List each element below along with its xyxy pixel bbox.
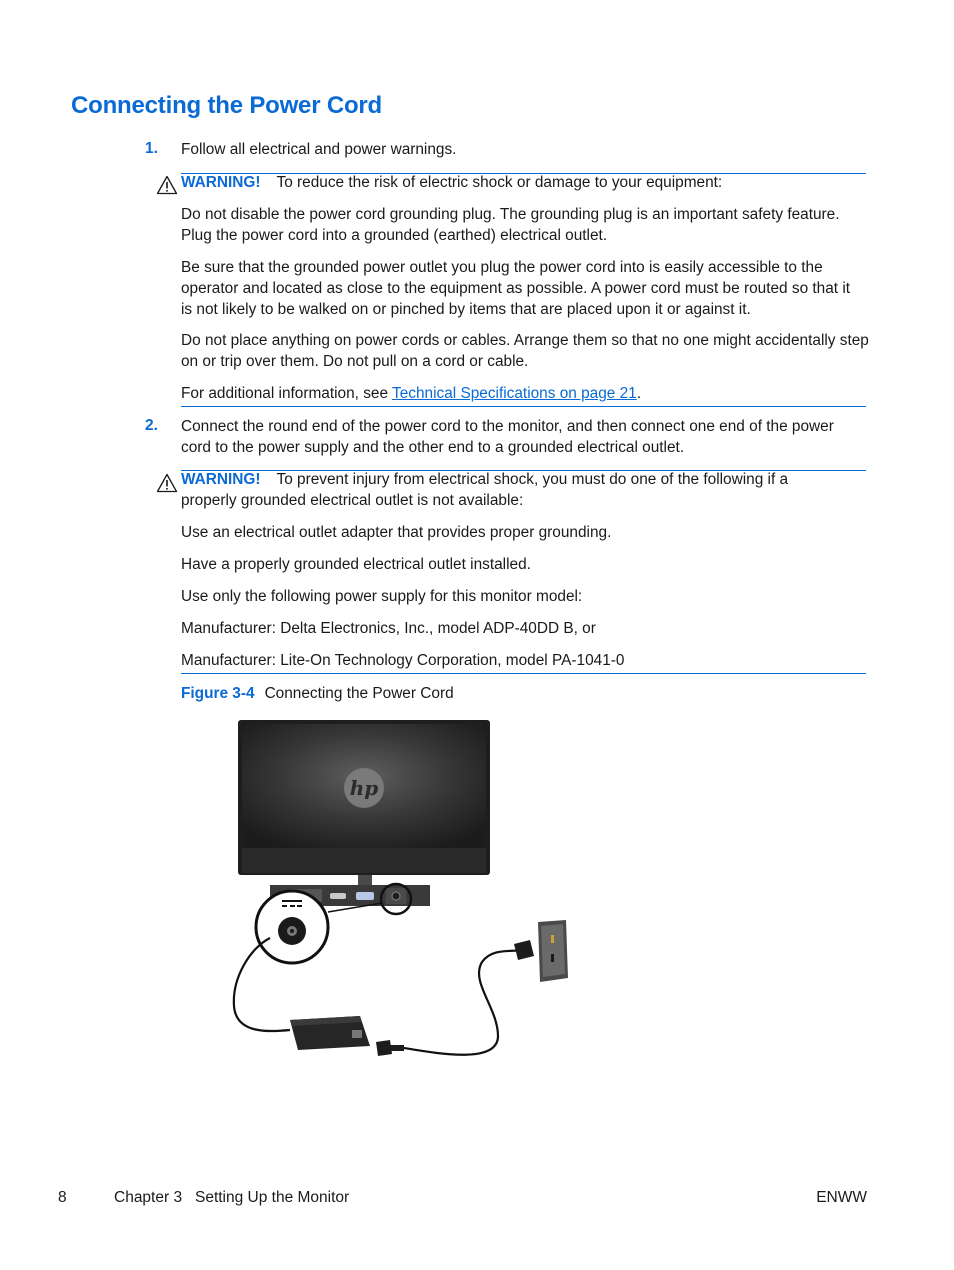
- warning-1-intro-text: To reduce the risk of electric shock or damage to your equipment:: [276, 174, 723, 191]
- warning-1-bottom-rule: [181, 406, 866, 407]
- step-2-number: 2.: [145, 417, 158, 434]
- figure-caption: [181, 683, 454, 704]
- warning-1-paragraph-1: Do not disable the power cord grounding plug. The grounding plug is an important safety feature. Plug the power cord into a grounded (earthed) electrical outlet.: [181, 206, 840, 244]
- warning-1-paragraph-2: Be sure that the grounded power outlet you plug the power cord into is easily accessible to the operator and located as close to the equipment as possible. A power cord must be routed so that it is not likely to be walked on or pinched by items that are placed upon it or against it.: [181, 259, 851, 318]
- power-adapter-icon: [290, 1016, 370, 1050]
- power-cord-illustration: [230, 716, 580, 1066]
- chapter-title: Chapter 3 Setting Up the Monitor: [114, 1189, 350, 1206]
- warning-2-item-2: Have a properly grounded electrical outlet installed.: [181, 556, 531, 573]
- monitor-icon: [238, 720, 490, 885]
- section-title: Connecting the Power Cord: [71, 92, 383, 119]
- warning-2-item-1: Use an electrical outlet adapter that provides proper grounding.: [181, 524, 612, 541]
- warning-2-item-5: Manufacturer: Lite-On Technology Corporation, model PA-1041-0: [181, 652, 625, 669]
- see-also-suffix: .: [636, 385, 642, 402]
- warning-2-intro: [181, 469, 841, 511]
- warning-1-paragraph-3: Do not place anything on power cords or cables. Arrange them so that no one might accidentally step on or trip over them. Do not pull on a cord or cable.: [181, 332, 869, 370]
- warning-triangle-icon: [156, 175, 178, 195]
- warning-1-paragraph-4: [181, 383, 866, 404]
- warning-2-bottom-rule: [181, 673, 866, 674]
- wall-outlet-icon: [538, 920, 568, 982]
- warning-triangle-icon: [156, 473, 178, 493]
- step-1-number: 1.: [145, 140, 158, 157]
- technical-specifications-link[interactable]: Technical Specifications on page 21: [392, 385, 637, 402]
- warning-2-label: WARNING!: [181, 471, 261, 488]
- warning-1-intro: [181, 172, 866, 193]
- warning-2-intro-text: To prevent injury from electrical shock, you must do one of the following if a properly grounded electrical outlet is not available:: [181, 471, 789, 509]
- see-also-prefix: For additional information, see: [181, 385, 393, 402]
- warning-2-item-4: Manufacturer: Delta Electronics, Inc., model ADP-40DD B, or: [181, 620, 596, 637]
- figure-label: Figure 3-4: [181, 685, 255, 702]
- footer-right-label: ENWW: [816, 1189, 867, 1206]
- page-number: 8: [58, 1189, 67, 1206]
- step-2-text: Connect the round end of the power cord to the monitor, and then connect one end of the power cord to the power supply and the other end to a grounded electrical outlet.: [181, 418, 834, 456]
- hp-logo: hp: [349, 776, 379, 800]
- step-1-text: Follow all electrical and power warnings.: [181, 141, 457, 158]
- figure-caption-text: Connecting the Power Cord: [264, 685, 454, 702]
- warning-2-item-3: Use only the following power supply for this monitor model:: [181, 588, 583, 605]
- warning-1-label: WARNING!: [181, 174, 261, 191]
